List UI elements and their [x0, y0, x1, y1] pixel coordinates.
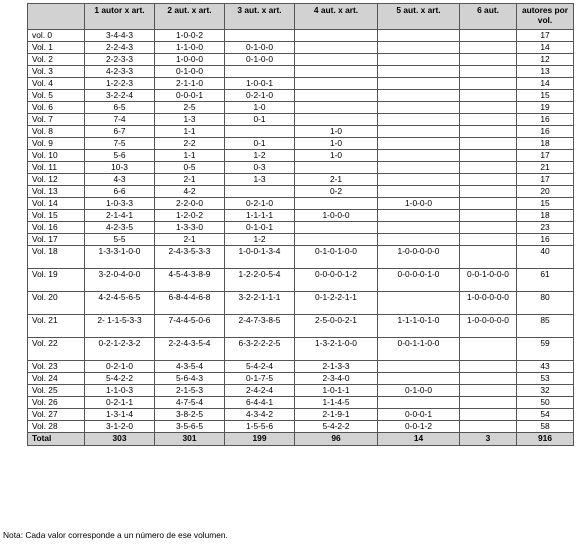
total-cell: 14 — [378, 433, 460, 446]
table-cell: 17 — [517, 174, 574, 186]
table-row — [28, 397, 574, 409]
table-cell — [295, 66, 378, 78]
table-cell: 1-3-2-1-0-0 — [295, 338, 378, 361]
table-cell: 16 — [517, 234, 574, 246]
table-cell — [460, 338, 517, 361]
volume-label: vol. 0 — [28, 30, 85, 42]
table-cell: 4-7-5-4 — [155, 397, 225, 409]
table-cell: 2-2-3-3 — [85, 54, 155, 66]
table-cell — [460, 174, 517, 186]
table-cell: 50 — [517, 397, 574, 409]
volume-label: Vol. 20 — [28, 292, 85, 315]
table-cell: 0-1-0-0 — [155, 66, 225, 78]
table-cell: 1-0-0-0-0-0 — [460, 315, 517, 338]
table-row — [28, 186, 574, 198]
table-cell — [295, 102, 378, 114]
table-cell — [378, 90, 460, 102]
table-cell — [460, 397, 517, 409]
table-cell — [225, 126, 295, 138]
table-cell — [460, 186, 517, 198]
table-cell — [225, 30, 295, 42]
table-body — [28, 30, 574, 446]
table-row — [28, 90, 574, 102]
volume-label: Vol. 25 — [28, 385, 85, 397]
table-cell: 1-0 — [295, 138, 378, 150]
table-cell — [378, 174, 460, 186]
table-row — [28, 385, 574, 397]
table-cell: 1-0-0-0 — [295, 210, 378, 222]
table-cell — [378, 126, 460, 138]
table-cell: 1-0-0-0-0-0 — [460, 292, 517, 315]
volume-label: Vol. 11 — [28, 162, 85, 174]
table-cell: 0-1-0-0 — [225, 54, 295, 66]
table-cell: 1-1 — [155, 126, 225, 138]
table-cell: 1-1-1-0-1-0 — [378, 315, 460, 338]
table-cell: 7-4-4-5-0-6 — [155, 315, 225, 338]
table-cell — [460, 126, 517, 138]
table-cell: 0-1 — [225, 138, 295, 150]
table-cell: 0-0-0-0-1-0 — [378, 269, 460, 292]
total-cell: 916 — [517, 433, 574, 446]
volume-label: Vol. 24 — [28, 373, 85, 385]
table-cell — [378, 186, 460, 198]
table-cell: 2-5 — [155, 102, 225, 114]
table-cell: 1-0-0-0 — [378, 198, 460, 210]
table-cell: 1-5-5-6 — [225, 421, 295, 433]
table-cell: 5-6-4-3 — [155, 373, 225, 385]
total-cell: 303 — [85, 433, 155, 446]
table-cell: 2-1-1-0 — [155, 78, 225, 90]
table-cell — [460, 30, 517, 42]
table-row — [28, 421, 574, 433]
table-row — [28, 234, 574, 246]
table-cell: 1-3 — [155, 114, 225, 126]
volume-label: Vol. 15 — [28, 210, 85, 222]
table-cell: 1-1-4-5 — [295, 397, 378, 409]
table-cell — [460, 102, 517, 114]
table-cell: 1-2 — [225, 234, 295, 246]
total-cell: 199 — [225, 433, 295, 446]
table-cell: 3-8-2-5 — [155, 409, 225, 421]
table-cell — [378, 138, 460, 150]
table-cell: 10-3 — [85, 162, 155, 174]
table-cell: 0-0-0-0-1-2 — [295, 269, 378, 292]
table-cell: 2-2-4-3-5-4 — [155, 338, 225, 361]
table-cell: 32 — [517, 385, 574, 397]
table-cell — [460, 198, 517, 210]
table-row — [28, 102, 574, 114]
table-cell: 0-5 — [155, 162, 225, 174]
table-cell: 5-4-2-2 — [85, 373, 155, 385]
table-row — [28, 338, 574, 361]
table-cell: 1-0-0-0-0-0 — [378, 246, 460, 269]
table-cell: 43 — [517, 361, 574, 373]
table-cell: 0-1-0-0 — [378, 385, 460, 397]
table-cell: 1-1-0-3 — [85, 385, 155, 397]
table-cell — [295, 222, 378, 234]
table-cell: 1-0-0-1 — [225, 78, 295, 90]
table-cell: 1-2 — [225, 150, 295, 162]
table-row — [28, 138, 574, 150]
table-cell: 0-1-0-0 — [225, 42, 295, 54]
table-cell — [460, 234, 517, 246]
table-cell: 12 — [517, 54, 574, 66]
table-cell — [295, 114, 378, 126]
volume-label: Vol. 28 — [28, 421, 85, 433]
table-cell — [378, 66, 460, 78]
table-cell — [378, 114, 460, 126]
table-cell — [460, 138, 517, 150]
table-cell — [378, 102, 460, 114]
table-cell: 2-3-4-0 — [295, 373, 378, 385]
table-cell: 1-0 — [295, 126, 378, 138]
table-cell — [460, 54, 517, 66]
table-cell: 2-1-3-3 — [295, 361, 378, 373]
table-cell: 4-2 — [155, 186, 225, 198]
table-cell: 2-1 — [155, 174, 225, 186]
table-cell: 1-0-3-3 — [85, 198, 155, 210]
table-cell: 1-0-1-1 — [295, 385, 378, 397]
table-cell: 21 — [517, 162, 574, 174]
table-row — [28, 66, 574, 78]
table-cell: 2-1 — [295, 174, 378, 186]
table-cell — [295, 234, 378, 246]
table-cell: 0-2-1-0 — [225, 198, 295, 210]
table-cell — [460, 114, 517, 126]
total-cell: 96 — [295, 433, 378, 446]
table-cell — [378, 30, 460, 42]
volume-label: Vol. 23 — [28, 361, 85, 373]
table-cell: 4-2-3-3 — [85, 66, 155, 78]
column-header: 2 aut. x art. — [155, 4, 225, 30]
volume-label: Vol. 14 — [28, 198, 85, 210]
column-header: 6 aut. — [460, 4, 517, 30]
table-cell: 3-4-4-3 — [85, 30, 155, 42]
table-row — [28, 292, 574, 315]
table-cell — [378, 54, 460, 66]
table-cell — [378, 78, 460, 90]
table-cell: 6-4-4-1 — [225, 397, 295, 409]
volume-label: Vol. 7 — [28, 114, 85, 126]
table-cell: 0-2-1-0 — [225, 90, 295, 102]
table-cell: 2-5-0-0-2-1 — [295, 315, 378, 338]
table-row — [28, 198, 574, 210]
table-cell — [378, 292, 460, 315]
table-cell: 2-4-7-3-8-5 — [225, 315, 295, 338]
table-cell: 2-4-2-4 — [225, 385, 295, 397]
table-cell — [225, 186, 295, 198]
table-cell: 1-0-0-1-3-4 — [225, 246, 295, 269]
table-row — [28, 174, 574, 186]
table-cell: 58 — [517, 421, 574, 433]
table-cell: 4-2-4-5-6-5 — [85, 292, 155, 315]
table-cell — [460, 385, 517, 397]
table-row — [28, 114, 574, 126]
table-cell: 40 — [517, 246, 574, 269]
table-cell: 3-2-2-1-1-1 — [225, 292, 295, 315]
table-cell: 0-3 — [225, 162, 295, 174]
volume-label: Vol. 18 — [28, 246, 85, 269]
table-row — [28, 78, 574, 90]
table-cell: 3-2-0-4-0-0 — [85, 269, 155, 292]
table-cell — [460, 90, 517, 102]
table-cell: 0-1-0-1 — [225, 222, 295, 234]
table-cell: 6-5 — [85, 102, 155, 114]
volume-label: Vol. 6 — [28, 102, 85, 114]
table-cell: 4-2-3-5 — [85, 222, 155, 234]
table-cell: 0-0-1-1-0-0 — [378, 338, 460, 361]
table-cell: 1-3-3-0 — [155, 222, 225, 234]
table-cell: 0-0-0-1 — [378, 409, 460, 421]
table-cell: 1-3 — [225, 174, 295, 186]
table-cell: 1-1-1-1 — [225, 210, 295, 222]
table-row — [28, 315, 574, 338]
volume-label: Vol. 19 — [28, 269, 85, 292]
table-cell: 3-5-6-5 — [155, 421, 225, 433]
table-cell: 0-1-2-2-1-1 — [295, 292, 378, 315]
volume-label: Vol. 16 — [28, 222, 85, 234]
table-cell: 20 — [517, 186, 574, 198]
table-cell: 2-4-3-5-3-3 — [155, 246, 225, 269]
table-cell: 4-3-5-4 — [155, 361, 225, 373]
column-header: 5 aut. x art. — [378, 4, 460, 30]
volume-label: Vol. 8 — [28, 126, 85, 138]
table-cell: 85 — [517, 315, 574, 338]
table-cell: 5-4-2-2 — [295, 421, 378, 433]
table-cell: 0-0-1-2 — [378, 421, 460, 433]
table-cell: 0-2-1-1 — [85, 397, 155, 409]
table-row — [28, 409, 574, 421]
table-cell: 2-1 — [155, 234, 225, 246]
total-label: Total — [28, 433, 85, 446]
table-cell: 1-1-0-0 — [155, 42, 225, 54]
table-row — [28, 269, 574, 292]
volumes-table — [27, 3, 574, 446]
table-row — [28, 42, 574, 54]
table-row — [28, 361, 574, 373]
table-cell: 1-3-3-1-0-0 — [85, 246, 155, 269]
volume-label: Vol. 2 — [28, 54, 85, 66]
volume-label: Vol. 10 — [28, 150, 85, 162]
table-cell — [460, 409, 517, 421]
table-cell: 59 — [517, 338, 574, 361]
table-cell: 80 — [517, 292, 574, 315]
table-cell — [460, 150, 517, 162]
table-cell: 6-3-2-2-2-5 — [225, 338, 295, 361]
total-cell: 3 — [460, 433, 517, 446]
table-cell: 6-7 — [85, 126, 155, 138]
table-cell: 1-3-1-4 — [85, 409, 155, 421]
table-cell: 1-0 — [225, 102, 295, 114]
table-cell: 5-5 — [85, 234, 155, 246]
table-cell: 1-1 — [155, 150, 225, 162]
table-cell: 15 — [517, 198, 574, 210]
table-cell — [378, 222, 460, 234]
table-cell: 54 — [517, 409, 574, 421]
table-cell: 0-0-1-0-0-0 — [460, 269, 517, 292]
table-cell: 0-1-0-1-0-0 — [295, 246, 378, 269]
table-row — [28, 30, 574, 42]
table-cell — [295, 30, 378, 42]
table-cell: 14 — [517, 42, 574, 54]
table-cell: 15 — [517, 90, 574, 102]
table-cell — [378, 361, 460, 373]
volume-label: Vol. 27 — [28, 409, 85, 421]
table-cell — [460, 42, 517, 54]
table-cell: 3-1-2-0 — [85, 421, 155, 433]
table-row — [28, 54, 574, 66]
table-cell — [460, 421, 517, 433]
table-cell — [460, 222, 517, 234]
table-cell: 16 — [517, 114, 574, 126]
table-cell — [378, 210, 460, 222]
table-cell: 5-6 — [85, 150, 155, 162]
column-header: autores por vol. — [517, 4, 574, 30]
table-cell — [378, 162, 460, 174]
table-cell: 19 — [517, 102, 574, 114]
total-row — [28, 433, 574, 446]
table-cell — [460, 66, 517, 78]
table-cell — [295, 78, 378, 90]
volume-label: Vol. 22 — [28, 338, 85, 361]
table-row — [28, 162, 574, 174]
table-row — [28, 373, 574, 385]
table-cell: 23 — [517, 222, 574, 234]
table-cell: 5-4-2-4 — [225, 361, 295, 373]
volume-label: Vol. 13 — [28, 186, 85, 198]
table-cell — [295, 162, 378, 174]
table-cell: 1-2-0-2 — [155, 210, 225, 222]
volume-label: Vol. 21 — [28, 315, 85, 338]
table-cell: 4-3-4-2 — [225, 409, 295, 421]
table-cell: 1-2-2-3 — [85, 78, 155, 90]
table-cell: 7-5 — [85, 138, 155, 150]
table-cell: 61 — [517, 269, 574, 292]
table-cell: 0-0-0-1 — [155, 90, 225, 102]
table-row — [28, 126, 574, 138]
table-cell — [225, 66, 295, 78]
table-cell: 0-2 — [295, 186, 378, 198]
table-cell: 1-0 — [295, 150, 378, 162]
table-row — [28, 246, 574, 269]
table-row — [28, 150, 574, 162]
table-cell: 4-3 — [85, 174, 155, 186]
table-cell: 17 — [517, 30, 574, 42]
table-cell: 1-0-0-2 — [155, 30, 225, 42]
table-cell: 1-0-0-0 — [155, 54, 225, 66]
table-cell — [460, 373, 517, 385]
table-cell: 0-1-7-5 — [225, 373, 295, 385]
table-cell — [378, 150, 460, 162]
column-header — [28, 4, 85, 30]
volume-label: Vol. 9 — [28, 138, 85, 150]
table-cell: 2-2-0-0 — [155, 198, 225, 210]
table-cell: 17 — [517, 150, 574, 162]
volume-label: Vol. 12 — [28, 174, 85, 186]
table-cell: 3-2-2-4 — [85, 90, 155, 102]
table-cell: 0-2-1-2-3-2 — [85, 338, 155, 361]
volume-label: Vol. 4 — [28, 78, 85, 90]
table-cell: 18 — [517, 138, 574, 150]
table-cell: 18 — [517, 210, 574, 222]
table-cell: 4-5-4-3-8-9 — [155, 269, 225, 292]
table-cell — [460, 246, 517, 269]
table-cell: 0-1 — [225, 114, 295, 126]
volume-label: Vol. 1 — [28, 42, 85, 54]
table-cell: 2- 1-1-5-3-3 — [85, 315, 155, 338]
table-cell: 53 — [517, 373, 574, 385]
column-header: 3 aut. x art. — [225, 4, 295, 30]
table-cell — [460, 78, 517, 90]
table-cell: 16 — [517, 126, 574, 138]
table-header-row — [28, 4, 574, 30]
table-cell — [295, 54, 378, 66]
table-cell: 6-8-4-4-6-8 — [155, 292, 225, 315]
table-note: Nota: Cada valor corresponde a un número de ese volumen. — [3, 530, 228, 540]
table-cell: 6-6 — [85, 186, 155, 198]
table-cell: 13 — [517, 66, 574, 78]
volume-label: Vol. 3 — [28, 66, 85, 78]
table-cell — [460, 162, 517, 174]
table-cell — [378, 42, 460, 54]
table-cell: 2-1-5-3 — [155, 385, 225, 397]
table-cell: 2-1-9-1 — [295, 409, 378, 421]
table-cell — [460, 361, 517, 373]
volume-label: Vol. 26 — [28, 397, 85, 409]
table-cell — [295, 90, 378, 102]
total-cell: 301 — [155, 433, 225, 446]
table-row — [28, 222, 574, 234]
table-cell — [460, 210, 517, 222]
column-header: 1 autor x art. — [85, 4, 155, 30]
table-cell — [378, 397, 460, 409]
table-row — [28, 210, 574, 222]
table-cell — [378, 373, 460, 385]
table-cell — [378, 234, 460, 246]
table-cell: 14 — [517, 78, 574, 90]
table-cell: 2-2 — [155, 138, 225, 150]
volume-label: Vol. 5 — [28, 90, 85, 102]
volume-label: Vol. 17 — [28, 234, 85, 246]
table-cell: 2-2-4-3 — [85, 42, 155, 54]
table-cell — [295, 42, 378, 54]
table-cell — [295, 198, 378, 210]
column-header: 4 aut. x art. — [295, 4, 378, 30]
table-cell: 0-2-1-0 — [85, 361, 155, 373]
table-cell: 7-4 — [85, 114, 155, 126]
table-cell: 1-2-2-0-5-4 — [225, 269, 295, 292]
table-cell: 2-1-4-1 — [85, 210, 155, 222]
